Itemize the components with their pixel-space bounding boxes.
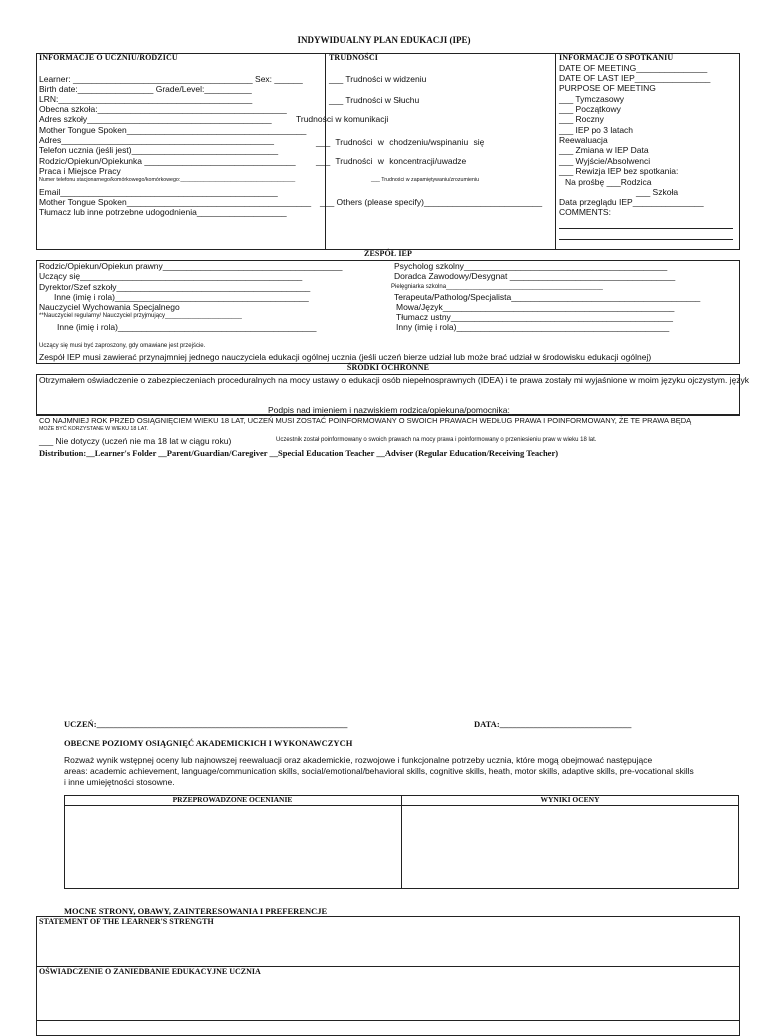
initial-option[interactable]: ___ Początkowy bbox=[559, 104, 621, 114]
educational-neglect-field[interactable] bbox=[37, 979, 739, 1019]
present-levels-desc: i inne umiejętności stosowne. bbox=[64, 777, 175, 787]
present-levels-title: OBECNE POZIOMY OSIĄGNIĘĆ AKADEMICKICH I WYKONAWCZYCH bbox=[64, 738, 353, 748]
comments-line[interactable] bbox=[559, 239, 733, 240]
team-other-field[interactable]: Inne (imię i rola)__________________________________________ bbox=[57, 322, 317, 332]
assessment-conducted-header: PRZEPROWADZONE OCENIANIE bbox=[172, 795, 293, 804]
date-field[interactable]: DATA:_______________________________ bbox=[474, 719, 632, 729]
column-divider bbox=[325, 53, 326, 250]
present-levels-desc: Rozważ wynik wstępnej oceny lub najnowszej reewaluacji oraz akademickie, rozwojowe i funkcjonalne potrzeby ucznia, które mogą obejmować następujące bbox=[64, 755, 653, 765]
rights-informed-option[interactable]: Uczestnik został poinformowany o swoich prawach na mocy prawa i poinformowany o przeniesieniu praw w wieku 18 lat. bbox=[276, 437, 597, 443]
birth-date-field[interactable]: Birth date:________________ Grade/Level:__________ bbox=[39, 84, 252, 94]
three-year-option[interactable]: ___ IEP po 3 latach bbox=[559, 125, 634, 135]
strengths-section-title: MOCNE STRONY, OBAWY, ZAINTERESOWANIA I PREFERENCJE bbox=[64, 906, 328, 916]
team-therapist-field[interactable]: Terapeuta/Patholog/Specjalista________________________________________ bbox=[394, 292, 701, 302]
team-note-general-ed: Zespół IEP musi zawierać przynajmniej jednego nauczyciela edukacji ogólnej ucznia (jeśli uczeń bierze udział lub może brać udział w środowisku edukacji ogólnej) bbox=[39, 352, 652, 362]
assessment-conducted-cell[interactable] bbox=[65, 806, 400, 888]
team-interpreter-field[interactable]: Tłumacz ustny_______________________________________________ bbox=[396, 312, 673, 322]
team-speech-field[interactable]: Mowa/Język_________________________________________________ bbox=[396, 302, 675, 312]
iep-revision-option[interactable]: ___ Rewizja IEP bez spotkania: bbox=[559, 166, 679, 176]
safeguards-statement: Otrzymałem oświadczenie o zabezpieczeniach proceduralnych na mocy ustawy o edukacji osób niepełnosprawnych (IDEA) i te prawa zostały mi wyjaśnione w moim języku ojczystym. język bbox=[39, 375, 750, 385]
walking-difficulty-option[interactable]: ___ Trudności w chodzeniu/wspinaniu się bbox=[316, 137, 485, 147]
team-nurse-field[interactable]: Pielęgniarka szkolna_______________________________________________ bbox=[391, 284, 603, 290]
workplace-field[interactable]: Praca i Miejsce Pracy bbox=[39, 166, 121, 176]
divider bbox=[36, 1020, 740, 1021]
team-sped-teacher-field[interactable]: Nauczyciel Wychowania Specjalnego bbox=[39, 302, 180, 312]
phone-number-field[interactable]: Numer telefonu stacjonarnego/komórkowego/komórkowego:_______________________________________ bbox=[39, 177, 296, 183]
iep-change-option[interactable]: ___ Zmiana w IEP Data bbox=[559, 145, 649, 155]
lrn-field[interactable]: LRN:_________________________________________ bbox=[39, 94, 253, 104]
assessment-results-cell[interactable] bbox=[402, 806, 738, 888]
team-psychologist-field[interactable]: Psycholog szkolny___________________________________________ bbox=[394, 261, 668, 271]
team-learner-field[interactable]: Uczący się_______________________________________________ bbox=[39, 271, 303, 281]
form-title: INDYWIDUALNY PLAN EDUKACJI (IPE) bbox=[297, 35, 471, 45]
age-18-rights-notice: CO NAJMNIEJ ROK PRZED OSIĄGNIĘCIEM WIEKU 18 LAT, UCZEŃ MUSI ZOSTAĆ POINFORMOWANY O SWOICH PRAWACH WEDŁUG PRAWA I POINFORMOWANY, ŻE TE PRAWA BĘDĄ bbox=[39, 416, 692, 425]
address-field[interactable]: Adres_____________________________________________ bbox=[39, 135, 274, 145]
guardian-field[interactable]: Rodzic/Opiekun/Opiekunka ________________________________ bbox=[39, 156, 296, 166]
memory-difficulty-option[interactable]: ___ Trudności w zapamiętywaniu/zrozumieniu bbox=[371, 177, 480, 183]
team-other-right-field[interactable]: Inny (imię i rola)_____________________________________________ bbox=[396, 322, 670, 332]
educational-neglect-label: OŚWIADCZENIE O ZANIEDBANIE EDUKACYJNE UCZNIA bbox=[39, 967, 261, 976]
mother-tongue-field[interactable]: Mother Tongue Spoken______________________________________ bbox=[39, 125, 307, 135]
email-field[interactable]: Email______________________________________________ bbox=[39, 187, 278, 197]
comments-label: COMMENTS: bbox=[559, 207, 611, 217]
learner-strength-field[interactable] bbox=[37, 929, 739, 965]
assessment-results-header: WYNIKI OCENY bbox=[540, 795, 600, 804]
meeting-date-field[interactable]: DATE OF MEETING_______________ bbox=[559, 63, 708, 73]
learner-name-field[interactable]: UCZEŃ:___________________________________________________________ bbox=[64, 719, 348, 729]
school-address-field[interactable]: Adres szkoły_______________________________________ bbox=[39, 114, 272, 124]
column-divider bbox=[555, 53, 556, 250]
iep-review-date-field[interactable]: Data przeglądu IEP_______________ bbox=[559, 197, 704, 207]
interim-option[interactable]: ___ Tymczasowy bbox=[559, 94, 625, 104]
meeting-purpose-label: PURPOSE OF MEETING bbox=[559, 83, 656, 93]
guardian-mother-tongue-field[interactable]: Mother Tongue Spoken_______________________________________ bbox=[39, 197, 312, 207]
comments-line[interactable] bbox=[559, 228, 733, 229]
guardian-signature-field[interactable]: Podpis nad imieniem i nazwiskiem rodzica/opiekuna/pomocnika: ______________________ bbox=[268, 405, 617, 415]
team-principal-field[interactable]: Dyrektor/Szef szkoły_________________________________________ bbox=[39, 282, 311, 292]
age-18-rights-notice-cont: MOŻE BYĆ KORZYSTANE W WIEKU 18 LAT. bbox=[39, 426, 148, 432]
learner-strength-label: STATEMENT OF THE LEARNER'S STRENGTH bbox=[39, 917, 214, 926]
not-applicable-option[interactable]: ___ Nie dotyczy (uczeń nie ma 18 lat w ciągu roku) bbox=[39, 436, 232, 446]
translator-field[interactable]: Tłumacz lub inne potrzebne udogodnienia___________________ bbox=[39, 207, 287, 217]
exit-graduate-option[interactable]: ___ Wyjście/Absolwenci bbox=[559, 156, 651, 166]
team-counselor-field[interactable]: Doradca Zawodowy/Desygnat ___________________________________ bbox=[394, 271, 676, 281]
school-option[interactable]: ___ Szkoła bbox=[636, 187, 679, 197]
annual-option[interactable]: ___ Roczny bbox=[559, 114, 604, 124]
concentration-difficulty-option[interactable]: ___ Trudności w koncentracji/uwadze bbox=[316, 156, 467, 166]
parent-request-option[interactable]: Na prośbę ___Rodzica bbox=[565, 177, 652, 187]
vision-difficulty-option[interactable]: ___ Trudności w widzeniu bbox=[329, 74, 427, 84]
student-info-heading: INFORMACJE O UCZNIU/RODZICU bbox=[39, 53, 178, 62]
last-iep-date-field[interactable]: DATE OF LAST IEP________________ bbox=[559, 73, 711, 83]
team-other-field[interactable]: Inne (imię i rola)_________________________________________ bbox=[54, 292, 309, 302]
present-levels-desc: areas: academic achievement, language/communication skills, social/emotional/behavioral skills, cognitive skills, heath, motor skills, adaptive skills, pre-vocational skills bbox=[64, 766, 694, 776]
reevaluation-label: Reewaluacja bbox=[559, 135, 608, 145]
difficulties-heading: TRUDNOŚCI bbox=[329, 53, 378, 62]
meeting-info-heading: INFORMACJE O SPOTKANIU bbox=[559, 53, 674, 62]
student-phone-field[interactable]: Telefon ucznia (jeśli jest)_______________________________ bbox=[39, 145, 279, 155]
iep-team-heading: ZESPÓŁ IEP bbox=[364, 249, 412, 258]
other-difficulty-option[interactable]: ___ Others (please specify)_________________________ bbox=[320, 197, 543, 207]
safeguards-heading: ŚRODKI OCHRONNE bbox=[346, 363, 430, 372]
team-regular-teacher-field[interactable]: **Nauczyciel regularny/ Nauczyciel przyjmujący_______________________ bbox=[39, 313, 242, 319]
current-school-field[interactable]: Obecna szkoła:________________________________________ bbox=[39, 104, 287, 114]
team-note-transition: Uczący się musi być zaproszony, gdy omawiane jest przejście. bbox=[39, 343, 206, 349]
hearing-difficulty-option[interactable]: ___ Trudności w Słuchu bbox=[329, 95, 420, 105]
learner-field[interactable]: Learner: ______________________________________ Sex: ______ bbox=[39, 74, 303, 84]
team-guardian-field[interactable]: Rodzic/Opiekun/Opiekun prawny______________________________________ bbox=[39, 261, 343, 271]
communication-difficulty-option[interactable]: Trudności w komunikacji bbox=[296, 114, 389, 124]
distribution-line[interactable]: Distribution:__Learner's Folder __Parent/Guardian/Caregiver __Special Education Teacher __Adviser (Regular Education/Receiving Teacher) bbox=[39, 448, 559, 458]
